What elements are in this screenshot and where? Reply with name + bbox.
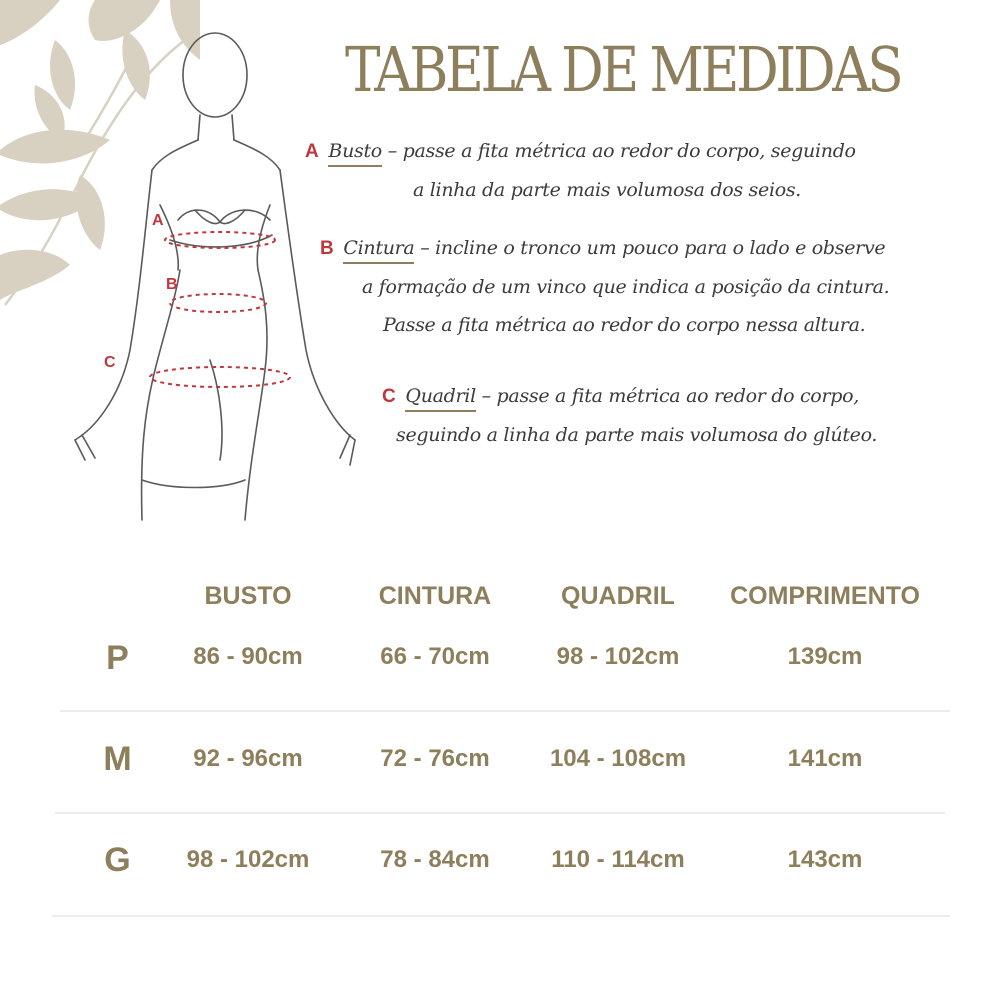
measure-cintura-line3: Passe a fita métrica ao redor do corpo nessa altura. bbox=[383, 314, 866, 336]
measure-term: Quadril bbox=[405, 383, 475, 412]
measure-letter: C bbox=[382, 386, 396, 407]
table-cell: 86 - 90cm bbox=[193, 643, 303, 670]
table-cell: 104 - 108cm bbox=[549, 745, 687, 772]
table-cell: 141cm bbox=[787, 745, 863, 772]
column-header-cintura: CINTURA bbox=[378, 582, 492, 610]
row-divider bbox=[60, 710, 950, 712]
table-cell: 78 - 84cm bbox=[380, 846, 490, 873]
row-divider bbox=[55, 812, 945, 814]
measure-busto bbox=[305, 132, 856, 209]
measure-busto-line2: a linha da parte mais volumosa dos seios. bbox=[413, 179, 802, 201]
measure-cintura-line1 bbox=[320, 229, 889, 268]
row-divider bbox=[52, 915, 950, 917]
size-label-m: M bbox=[103, 740, 132, 778]
measure-text: – passe a fita métrica ao redor do corpo, seguindo bbox=[381, 140, 856, 162]
table-cell: 72 - 76cm bbox=[380, 745, 490, 772]
table-cell: 110 - 114cm bbox=[551, 846, 685, 873]
figure-label-c: C bbox=[104, 354, 116, 371]
measure-cintura bbox=[320, 229, 889, 344]
table-cell: 66 - 70cm bbox=[380, 643, 490, 670]
table-cell: 143cm bbox=[787, 846, 863, 873]
measure-text: – passe a fita métrica ao redor do corpo, bbox=[475, 385, 859, 407]
table-cell: 139cm bbox=[787, 643, 863, 670]
table-cell: 98 - 102cm bbox=[186, 846, 310, 873]
size-label-p: P bbox=[106, 639, 129, 677]
column-header-comprimento: COMPRIMENTO bbox=[730, 582, 920, 610]
size-label-g: G bbox=[104, 841, 131, 879]
column-header-quadril: QUADRIL bbox=[561, 582, 675, 610]
measure-cintura-line2: a formação de um vinco que indica a posição da cintura. bbox=[362, 276, 890, 298]
table-cell: 92 - 96cm bbox=[193, 745, 303, 772]
figure-label-a: A bbox=[152, 212, 164, 229]
measure-busto-line1 bbox=[305, 132, 856, 171]
measure-letter: A bbox=[305, 141, 319, 162]
measure-quadril bbox=[382, 377, 877, 454]
column-header-busto: BUSTO bbox=[204, 582, 292, 610]
measure-letter: B bbox=[320, 238, 334, 259]
page-title: TABELA DE MEDIDAS bbox=[345, 33, 901, 106]
measure-quadril-line1 bbox=[382, 377, 877, 416]
figure-label-b: B bbox=[166, 276, 178, 293]
measure-term: Busto bbox=[328, 138, 382, 167]
measure-quadril-line2: seguindo a linha da parte mais volumosa do glúteo. bbox=[396, 424, 878, 446]
measure-term: Cintura bbox=[343, 235, 414, 264]
measure-text: – incline o tronco um pouco para o lado e observe bbox=[414, 237, 886, 259]
table-cell: 98 - 102cm bbox=[556, 643, 680, 670]
